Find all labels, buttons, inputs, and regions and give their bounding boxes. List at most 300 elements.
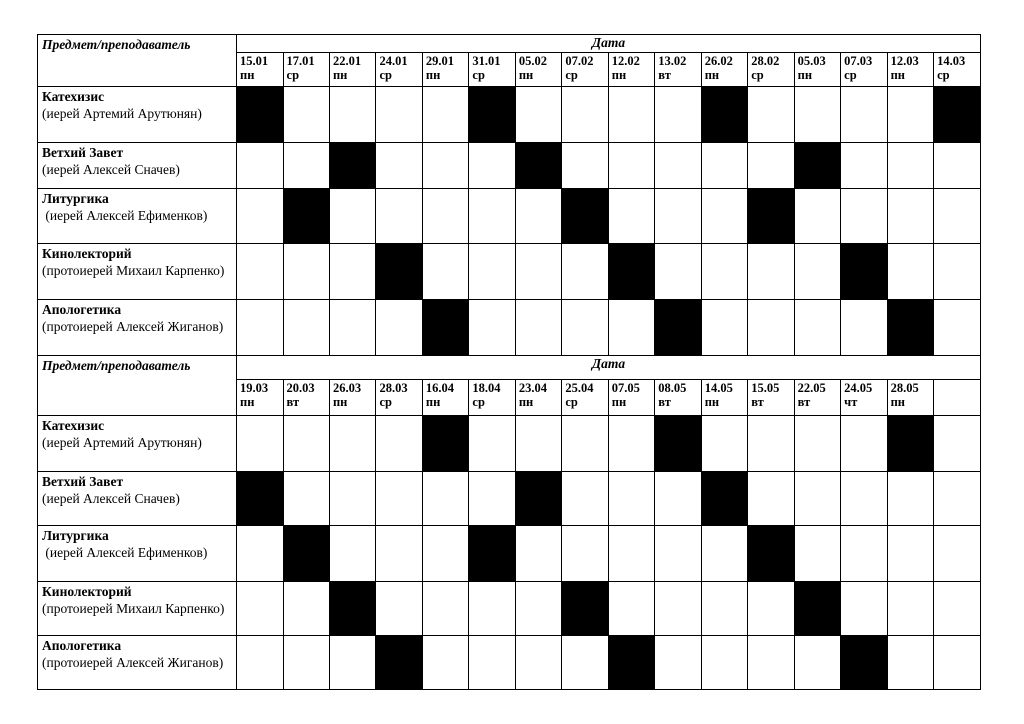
date-cell bbox=[376, 380, 422, 416]
weekday-value: вт bbox=[658, 395, 671, 409]
lesson-cell-filled bbox=[283, 189, 329, 244]
lesson-cell-empty bbox=[237, 526, 283, 582]
lesson-cell-empty bbox=[887, 636, 933, 690]
lesson-cell-empty bbox=[562, 244, 608, 300]
lesson-cell-empty bbox=[376, 87, 422, 143]
lesson-cell-empty bbox=[283, 636, 329, 690]
date-cell bbox=[562, 380, 608, 416]
lesson-cell-empty bbox=[329, 636, 375, 690]
lesson-cell-empty bbox=[794, 244, 840, 300]
subject-cell bbox=[38, 416, 237, 472]
date-cell bbox=[608, 53, 654, 87]
subject-name: Кинолекторий bbox=[42, 246, 132, 261]
lesson-cell-filled bbox=[655, 300, 701, 356]
lesson-cell-empty bbox=[422, 582, 468, 636]
weekday-value: ср bbox=[379, 68, 392, 82]
header-row bbox=[38, 35, 981, 53]
lesson-cell-filled bbox=[237, 87, 283, 143]
date-value: 22.01 bbox=[332, 54, 362, 68]
lesson-cell-filled bbox=[515, 472, 561, 526]
teacher-name: (иерей Алексей Ефименков) bbox=[42, 545, 208, 560]
lesson-cell-empty bbox=[934, 472, 981, 526]
subject-cell bbox=[38, 636, 237, 690]
date-value: 28.03 bbox=[379, 381, 408, 395]
date-cell bbox=[515, 53, 561, 87]
date-value: 22.05 bbox=[797, 381, 826, 395]
lesson-cell-filled bbox=[329, 582, 375, 636]
lesson-cell-empty bbox=[655, 472, 701, 526]
subject-teacher-header: Предмет/преподаватель bbox=[38, 356, 237, 416]
date-cell bbox=[608, 380, 654, 416]
subject-row bbox=[38, 636, 981, 690]
lesson-cell-empty bbox=[329, 472, 375, 526]
lesson-cell-empty bbox=[283, 143, 329, 189]
lesson-cell-filled bbox=[748, 189, 794, 244]
lesson-cell-empty bbox=[469, 416, 515, 472]
weekday-value: пн bbox=[611, 395, 627, 409]
subject-row bbox=[38, 526, 981, 582]
subject-name: Ветхий Завет bbox=[42, 145, 124, 160]
date-cell bbox=[887, 380, 933, 416]
lesson-cell-empty bbox=[887, 582, 933, 636]
subject-name: Катехизис bbox=[42, 418, 105, 433]
lesson-cell-empty bbox=[934, 300, 981, 356]
lesson-cell-empty bbox=[376, 189, 422, 244]
teacher-name: (иерей Алексей Ефименков) bbox=[42, 208, 208, 223]
lesson-cell-empty bbox=[748, 582, 794, 636]
date-cell bbox=[748, 380, 794, 416]
subject-cell bbox=[38, 582, 237, 636]
weekday-value: пн bbox=[332, 68, 348, 82]
lesson-cell-empty bbox=[422, 189, 468, 244]
lesson-cell-filled bbox=[469, 526, 515, 582]
weekday-value: ср bbox=[844, 68, 857, 82]
lesson-cell-empty bbox=[237, 636, 283, 690]
lesson-cell-empty bbox=[748, 472, 794, 526]
date-value: 07.03 bbox=[844, 54, 873, 68]
lesson-cell-empty bbox=[237, 143, 283, 189]
date-cell bbox=[283, 53, 329, 87]
lesson-cell-empty bbox=[655, 526, 701, 582]
weekday-value: пн bbox=[797, 68, 813, 82]
lesson-cell-empty bbox=[515, 582, 561, 636]
lesson-cell-empty bbox=[469, 143, 515, 189]
subject-row bbox=[38, 189, 981, 244]
lesson-cell-filled bbox=[608, 636, 654, 690]
date-cell bbox=[329, 53, 375, 87]
lesson-cell-empty bbox=[934, 244, 981, 300]
lesson-cell-empty bbox=[655, 636, 701, 690]
date-cell bbox=[562, 53, 608, 87]
date-cell bbox=[794, 53, 840, 87]
subject-row bbox=[38, 244, 981, 300]
lesson-cell-empty bbox=[469, 189, 515, 244]
lesson-cell-empty bbox=[608, 582, 654, 636]
lesson-cell-empty bbox=[469, 582, 515, 636]
lesson-cell-empty bbox=[422, 526, 468, 582]
lesson-cell-empty bbox=[376, 416, 422, 472]
subject-name: Литургика bbox=[42, 528, 109, 543]
lesson-cell-empty bbox=[655, 582, 701, 636]
lesson-cell-filled bbox=[794, 143, 840, 189]
lesson-cell-empty bbox=[794, 472, 840, 526]
lesson-cell-empty bbox=[608, 416, 654, 472]
lesson-cell-empty bbox=[376, 300, 422, 356]
lesson-cell-empty bbox=[469, 300, 515, 356]
lesson-cell-empty bbox=[562, 472, 608, 526]
lesson-cell-filled bbox=[562, 189, 608, 244]
weekday-value: вт bbox=[286, 395, 300, 409]
lesson-cell-empty bbox=[237, 189, 283, 244]
lesson-cell-empty bbox=[329, 87, 375, 143]
weekday-value: пн bbox=[332, 395, 348, 409]
lesson-cell-empty bbox=[841, 143, 887, 189]
date-cell bbox=[515, 380, 561, 416]
lesson-cell-empty bbox=[237, 416, 283, 472]
lesson-cell-empty bbox=[841, 472, 887, 526]
weekday-value: пн bbox=[704, 395, 720, 409]
weekday-value: пн bbox=[518, 395, 534, 409]
lesson-cell-empty bbox=[422, 244, 468, 300]
subject-row bbox=[38, 87, 981, 143]
teacher-name: (иерей Артемий Арутюнян) bbox=[42, 106, 202, 121]
date-cell bbox=[841, 380, 887, 416]
date-value: 24.05 bbox=[844, 381, 873, 395]
lesson-cell-filled bbox=[887, 300, 933, 356]
date-value: 29.01 bbox=[425, 54, 455, 68]
date-value: 20.03 bbox=[286, 381, 315, 395]
lesson-cell-filled bbox=[422, 416, 468, 472]
lesson-cell-filled bbox=[329, 143, 375, 189]
lesson-cell-empty bbox=[376, 472, 422, 526]
lesson-cell-filled bbox=[841, 244, 887, 300]
lesson-cell-empty bbox=[887, 244, 933, 300]
lesson-cell-empty bbox=[329, 300, 375, 356]
date-value: 05.02 bbox=[518, 54, 547, 68]
lesson-cell-empty bbox=[562, 636, 608, 690]
subject-name: Кинолекторий bbox=[42, 584, 132, 599]
lesson-cell-empty bbox=[608, 472, 654, 526]
teacher-name: (протоиерей Алексей Жиганов) bbox=[42, 319, 224, 334]
weekday-value: пн bbox=[425, 68, 441, 82]
lesson-cell-filled bbox=[887, 416, 933, 472]
date-value: 12.02 bbox=[611, 54, 640, 68]
lesson-cell-empty bbox=[841, 300, 887, 356]
lesson-cell-empty bbox=[283, 582, 329, 636]
lesson-cell-empty bbox=[469, 472, 515, 526]
date-cell bbox=[283, 380, 329, 416]
lesson-cell-empty bbox=[748, 416, 794, 472]
lesson-cell-empty bbox=[515, 636, 561, 690]
date-cell bbox=[701, 380, 747, 416]
date-value: 15.05 bbox=[751, 381, 780, 395]
lesson-cell-empty bbox=[283, 87, 329, 143]
date-value: 07.05 bbox=[611, 381, 640, 395]
header-row bbox=[38, 356, 981, 380]
lesson-cell-empty bbox=[376, 526, 422, 582]
lesson-cell-empty bbox=[422, 636, 468, 690]
lesson-cell-empty bbox=[608, 87, 654, 143]
weekday-value: пн bbox=[890, 68, 906, 82]
subject-row bbox=[38, 472, 981, 526]
weekday-value: ср bbox=[472, 68, 485, 82]
lesson-cell-empty bbox=[887, 189, 933, 244]
lesson-cell-empty bbox=[562, 416, 608, 472]
date-value: 14.03 bbox=[937, 54, 966, 68]
subject-row bbox=[38, 416, 981, 472]
lesson-cell-empty bbox=[329, 244, 375, 300]
weekday-value: ср bbox=[565, 68, 578, 82]
lesson-cell-empty bbox=[887, 472, 933, 526]
subject-name: Катехизис bbox=[42, 89, 105, 104]
date-cell bbox=[655, 380, 701, 416]
teacher-name: (протоиерей Алексей Жиганов) bbox=[42, 655, 224, 670]
date-cell bbox=[422, 380, 468, 416]
lesson-cell-filled bbox=[934, 87, 981, 143]
date-cell bbox=[934, 380, 981, 416]
subject-cell bbox=[38, 526, 237, 582]
date-value: 08.05 bbox=[658, 381, 687, 395]
date-value: 28.05 bbox=[890, 381, 919, 395]
lesson-cell-empty bbox=[515, 189, 561, 244]
schedule-table bbox=[37, 34, 981, 690]
lesson-cell-empty bbox=[562, 143, 608, 189]
teacher-name: (иерей Алексей Сначев) bbox=[42, 491, 180, 506]
date-cell bbox=[469, 53, 515, 87]
date-value: 18.04 bbox=[472, 381, 501, 395]
lesson-cell-empty bbox=[376, 582, 422, 636]
lesson-cell-filled bbox=[376, 244, 422, 300]
weekday-value: пн bbox=[240, 395, 255, 409]
date-cell bbox=[841, 53, 887, 87]
lesson-cell-empty bbox=[469, 636, 515, 690]
date-cell bbox=[794, 380, 840, 416]
weekday-value: чт bbox=[844, 395, 858, 409]
lesson-cell-empty bbox=[934, 636, 981, 690]
lesson-cell-empty bbox=[515, 416, 561, 472]
lesson-cell-empty bbox=[701, 189, 747, 244]
date-cell bbox=[887, 53, 933, 87]
lesson-cell-empty bbox=[237, 244, 283, 300]
lesson-cell-filled bbox=[515, 143, 561, 189]
date-cell bbox=[237, 53, 283, 87]
weekday-value: ср bbox=[565, 395, 578, 409]
lesson-cell-empty bbox=[329, 416, 375, 472]
lesson-cell-filled bbox=[376, 636, 422, 690]
lesson-cell-empty bbox=[422, 87, 468, 143]
lesson-cell-filled bbox=[237, 472, 283, 526]
lesson-cell-empty bbox=[237, 582, 283, 636]
teacher-name: (иерей Артемий Арутюнян) bbox=[42, 435, 202, 450]
subject-name: Апологетика bbox=[42, 638, 122, 653]
lesson-cell-empty bbox=[422, 143, 468, 189]
lesson-cell-empty bbox=[701, 636, 747, 690]
lesson-cell-empty bbox=[515, 87, 561, 143]
lesson-cell-empty bbox=[283, 416, 329, 472]
subject-cell bbox=[38, 143, 237, 189]
date-cell bbox=[422, 53, 468, 87]
lesson-cell-empty bbox=[283, 472, 329, 526]
date-header: Дата bbox=[237, 35, 981, 53]
lesson-cell-empty bbox=[841, 416, 887, 472]
lesson-cell-empty bbox=[655, 189, 701, 244]
date-cell bbox=[469, 380, 515, 416]
lesson-cell-empty bbox=[469, 244, 515, 300]
date-value: 26.02 bbox=[704, 54, 733, 68]
subject-cell bbox=[38, 189, 237, 244]
date-value: 24.01 bbox=[379, 54, 408, 68]
weekday-value: ср bbox=[286, 68, 300, 82]
lesson-cell-empty bbox=[794, 189, 840, 244]
teacher-name: (протоиерей Михаил Карпенко) bbox=[42, 263, 225, 278]
subject-name: Литургика bbox=[42, 191, 109, 206]
lesson-cell-filled bbox=[655, 416, 701, 472]
lesson-cell-empty bbox=[887, 87, 933, 143]
lesson-cell-empty bbox=[701, 300, 747, 356]
date-value: 15.01 bbox=[240, 54, 269, 68]
lesson-cell-empty bbox=[329, 189, 375, 244]
subject-name: Ветхий Завет bbox=[42, 474, 124, 489]
weekday-value: ср bbox=[379, 395, 392, 409]
date-cell bbox=[934, 53, 981, 87]
teacher-name: (протоиерей Михаил Карпенко) bbox=[42, 601, 225, 616]
lesson-cell-empty bbox=[376, 143, 422, 189]
date-value: 07.02 bbox=[565, 54, 594, 68]
lesson-cell-empty bbox=[562, 87, 608, 143]
lesson-cell-filled bbox=[283, 526, 329, 582]
date-cell bbox=[701, 53, 747, 87]
date-value: 16.04 bbox=[425, 381, 455, 395]
date-cell bbox=[376, 53, 422, 87]
date-value: 19.03 bbox=[240, 381, 269, 395]
lesson-cell-empty bbox=[934, 526, 981, 582]
weekday-value: пн bbox=[704, 68, 720, 82]
weekday-value: пн bbox=[240, 68, 255, 82]
lesson-cell-empty bbox=[794, 416, 840, 472]
weekday-value: вт bbox=[797, 395, 811, 409]
lesson-cell-empty bbox=[329, 526, 375, 582]
lesson-cell-empty bbox=[701, 582, 747, 636]
date-value: 25.04 bbox=[565, 381, 594, 395]
teacher-name: (иерей Алексей Сначев) bbox=[42, 162, 180, 177]
subject-row bbox=[38, 582, 981, 636]
lesson-cell-empty bbox=[515, 244, 561, 300]
lesson-cell-empty bbox=[934, 143, 981, 189]
date-value: 26.03 bbox=[332, 381, 362, 395]
date-header: Дата bbox=[237, 356, 981, 380]
date-cell bbox=[329, 380, 375, 416]
weekday-value: пн bbox=[890, 395, 906, 409]
lesson-cell-empty bbox=[283, 300, 329, 356]
lesson-cell-empty bbox=[748, 636, 794, 690]
lesson-cell-filled bbox=[794, 582, 840, 636]
schedule-body bbox=[38, 35, 981, 690]
lesson-cell-empty bbox=[841, 582, 887, 636]
lesson-cell-empty bbox=[608, 526, 654, 582]
date-value: 23.04 bbox=[518, 381, 547, 395]
lesson-cell-empty bbox=[701, 526, 747, 582]
lesson-cell-empty bbox=[515, 526, 561, 582]
weekday-value: ср bbox=[472, 395, 485, 409]
lesson-cell-empty bbox=[237, 300, 283, 356]
subject-name: Апологетика bbox=[42, 302, 122, 317]
weekday-value: пн bbox=[518, 68, 534, 82]
lesson-cell-empty bbox=[748, 87, 794, 143]
lesson-cell-empty bbox=[701, 244, 747, 300]
lesson-cell-empty bbox=[515, 300, 561, 356]
lesson-cell-empty bbox=[794, 526, 840, 582]
lesson-cell-filled bbox=[608, 244, 654, 300]
date-cell bbox=[237, 380, 283, 416]
date-cell bbox=[748, 53, 794, 87]
lesson-cell-filled bbox=[701, 87, 747, 143]
lesson-cell-empty bbox=[841, 87, 887, 143]
subject-cell bbox=[38, 244, 237, 300]
subject-row bbox=[38, 300, 981, 356]
lesson-cell-empty bbox=[283, 244, 329, 300]
lesson-cell-empty bbox=[748, 300, 794, 356]
lesson-cell-empty bbox=[934, 416, 981, 472]
date-value: 28.02 bbox=[751, 54, 780, 68]
lesson-cell-empty bbox=[608, 143, 654, 189]
lesson-cell-empty bbox=[934, 189, 981, 244]
date-value: 31.01 bbox=[472, 54, 501, 68]
date-value: 14.05 bbox=[704, 381, 733, 395]
date-value: 05.03 bbox=[797, 54, 826, 68]
date-value: 17.01 bbox=[286, 54, 315, 68]
weekday-value: ср bbox=[751, 68, 764, 82]
lesson-cell-empty bbox=[655, 87, 701, 143]
date-value: 12.03 bbox=[890, 54, 919, 68]
lesson-cell-empty bbox=[562, 300, 608, 356]
lesson-cell-empty bbox=[841, 526, 887, 582]
lesson-cell-filled bbox=[748, 526, 794, 582]
date-value: 13.02 bbox=[658, 54, 687, 68]
lesson-cell-empty bbox=[562, 526, 608, 582]
lesson-cell-empty bbox=[655, 244, 701, 300]
lesson-cell-empty bbox=[794, 87, 840, 143]
date-cell bbox=[655, 53, 701, 87]
weekday-value: пн bbox=[611, 68, 627, 82]
weekday-value: вт bbox=[751, 395, 764, 409]
lesson-cell-empty bbox=[422, 472, 468, 526]
subject-row bbox=[38, 143, 981, 189]
subject-cell bbox=[38, 300, 237, 356]
weekday-value: ср bbox=[937, 68, 950, 82]
weekday-value: пн bbox=[425, 395, 441, 409]
lesson-cell-empty bbox=[887, 526, 933, 582]
lesson-cell-empty bbox=[608, 189, 654, 244]
lesson-cell-empty bbox=[794, 636, 840, 690]
lesson-cell-empty bbox=[934, 582, 981, 636]
weekday-value: вт bbox=[658, 68, 671, 82]
lesson-cell-empty bbox=[841, 189, 887, 244]
lesson-cell-empty bbox=[794, 300, 840, 356]
lesson-cell-filled bbox=[469, 87, 515, 143]
lesson-cell-empty bbox=[701, 416, 747, 472]
lesson-cell-filled bbox=[841, 636, 887, 690]
subject-cell bbox=[38, 87, 237, 143]
subject-cell bbox=[38, 472, 237, 526]
lesson-cell-filled bbox=[422, 300, 468, 356]
lesson-cell-empty bbox=[608, 300, 654, 356]
lesson-cell-filled bbox=[701, 472, 747, 526]
lesson-cell-empty bbox=[701, 143, 747, 189]
lesson-cell-filled bbox=[562, 582, 608, 636]
lesson-cell-empty bbox=[887, 143, 933, 189]
lesson-cell-empty bbox=[655, 143, 701, 189]
lesson-cell-empty bbox=[748, 143, 794, 189]
